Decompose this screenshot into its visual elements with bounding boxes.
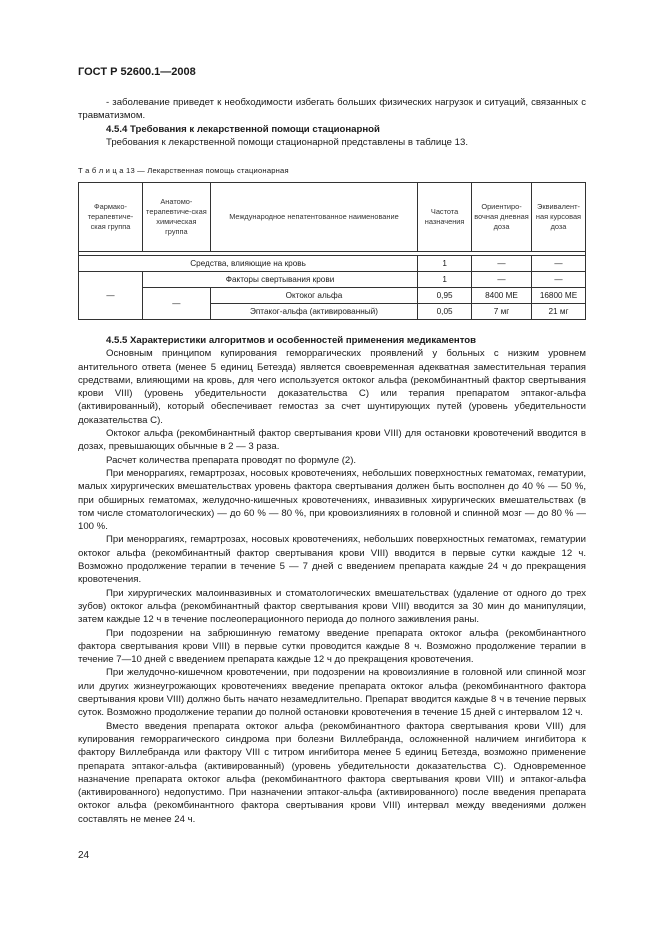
cell-group-label: Средства, влияющие на кровь: [79, 256, 418, 272]
body-paragraph: При хирургических малоинвазивных и стоматологических вмешательствах (удаление от одного до трех зубов) октоког альфа (рекомбинантный фактор свертывания крови VIII) вводится за 30 мин до манипуляции, затем каждые 12 ч в течение послеоперационного периода до полного заживления раны.: [78, 587, 586, 626]
document-header: ГОСТ Р 52600.1—2008: [78, 66, 196, 78]
intro-section: [78, 96, 586, 149]
body-paragraph: Основным принципом купирования геморрагических проявлений у больных с низким уровнем антительного ответа (менее 5 единиц Бетезда) является своевременная адекватная заместительная терапия средствами, влияющими на кровь, для чего используется октоког альфа (рекомбинантный фактор свертывания крови VIII) (уровень убедительности доказательства С) или терапия препаратом эптаког-альфа (активированный), который обеспечивает гемостаз за счет шунтирующих путей (уровень убедительности доказательства С).: [78, 348, 586, 426]
cell-drug-name: Эптаког-альфа (активированный): [210, 304, 417, 320]
header-inn: Международное непатентованное наименование: [210, 183, 417, 252]
cell-course-dose: —: [531, 256, 585, 272]
table-row: [79, 272, 586, 288]
body-paragraph: При желудочно-кишечном кровотечении, при подозрении на кровоизлияние в головной или спинной мозг или других жизнеугрожающих кровотечениях введение препарата октоког альфа (рекомбинантного фактора свертывания крови VIII) должно быть начато незамедлительно. Препарат вводится каждые 8 ч в течение первых суток. Возможно продолжение терапии до полной остановки кровотечения в течение 15 дней с интервалом 12 ч.: [78, 667, 586, 719]
section-heading-4-5-5: 4.5.5 Характеристики алгоритмов и особенностей применения медикаментов: [106, 335, 477, 346]
medication-table: [78, 182, 586, 320]
cell-daily-dose: 8400 МЕ: [472, 288, 532, 304]
table-row: [79, 288, 586, 304]
cell-atc-group: —: [142, 288, 210, 320]
body-paragraph: При меноррагиях, гемартрозах, носовых кровотечениях, небольших поверхностных гематомах, гематурии октоког альфа (рекомбинантный фактор свертывания крови VIII) вводится в первые сутки каждые 12 ч. Возможно продолжение терапии в течение 5 — 7 дней с введением препарата каждые 24 ч до прекращения кровотечения.: [78, 534, 586, 586]
cell-daily-dose: —: [472, 272, 532, 288]
intro-paragraph: - заболевание приведет к необходимости избегать больших физических нагрузок и ситуаций, связанных с травматизмом.: [78, 97, 586, 122]
cell-course-dose: 16800 МЕ: [531, 288, 585, 304]
cell-frequency: 0,05: [418, 304, 472, 320]
cell-daily-dose: —: [472, 256, 532, 272]
header-pharma-group: Фармако-терапевтиче-ская группа: [79, 183, 143, 252]
table-row: [79, 256, 586, 272]
header-atc-group: Анатомо-терапевтиче-ская химическая группа: [142, 183, 210, 252]
table-caption: Т а б л и ц а 13 — Лекарственная помощь стационарная: [78, 166, 289, 175]
cell-subgroup-label: Факторы свертывания крови: [142, 272, 417, 288]
table-reference-paragraph: Требования к лекарственной помощи стационарной представлены в таблице 13.: [106, 136, 468, 148]
cell-pharma-group: —: [79, 272, 143, 320]
header-frequency: Частота назначения: [418, 183, 472, 252]
cell-course-dose: 21 мг: [531, 304, 585, 320]
cell-frequency: 1: [418, 256, 472, 272]
body-paragraph: Вместо введения препарата октоког альфа (рекомбинантного фактора свертывания крови VIII) для купирования геморрагического синдрома при болезни Виллебранда, осложненной наличием ингибитора к фактору Виллебранда или фактору VIII с титром ингибитора менее 5 единиц Бетезда, возможно применение препарата эптаког-альфа (активированный) (уровень убедительности доказательства С). Одновременное назначение препарата октоког альфа (рекомбинантного фактора свертывания крови VIII) и эптаког-альфа (активированного) недопустимо. При назначении эптаког-альфа (активированного) после введения препарата октоког альфа (рекомбинантного фактора свертывания крови VIII) интервал между введениями должен составлять не менее 24 ч.: [78, 720, 586, 825]
table-header-row: [79, 183, 586, 252]
main-text-section: [78, 334, 586, 826]
body-paragraph: При подозрении на забрюшинную гематому введение препарата октоког альфа (рекомбинантного фактора свертывания крови VIII) в первые сутки проводится каждые 8 ч. Возможно продолжение терапии в течение 7—10 дней с введением препарата каждые 12 ч до прекращения кровотечения.: [78, 627, 586, 666]
body-paragraph: Октоког альфа (рекомбинантный фактор свертывания крови VIII) для остановки кровотечений вводится в дозах, превышающих обычные в 2 — 3 раза.: [78, 428, 586, 453]
header-course-dose: Эквивалент-ная курсовая доза: [531, 183, 585, 252]
page-number: 24: [78, 850, 90, 861]
header-daily-dose: Ориентиро-вочная дневная доза: [472, 183, 532, 252]
cell-daily-dose: 7 мг: [472, 304, 532, 320]
body-paragraph: Расчет количества препарата проводят по формуле (2).: [106, 454, 357, 466]
body-paragraph: При меноррагиях, гемартрозах, носовых кровотечениях, небольших поверхностных гематомах, гематурии, малых хирургических вмешательствах уровень фактора свертывания должен быть восполнен до 40 % — 50 %, при обширных гематомах, желудочно-кишечных кровотечениях, инвазивных хирургических вмешательствах (в том числе стоматологических) — до 60 % — 80 %, при кровоизлияниях в головной и спинной мозг — до 80 % — 100 %.: [78, 467, 586, 533]
section-heading-4-5-4: 4.5.4 Требования к лекарственной помощи стационарной: [106, 123, 380, 135]
cell-frequency: 1: [418, 272, 472, 288]
cell-frequency: 0,95: [418, 288, 472, 304]
cell-course-dose: —: [531, 272, 585, 288]
cell-drug-name: Октоког альфа: [210, 288, 417, 304]
